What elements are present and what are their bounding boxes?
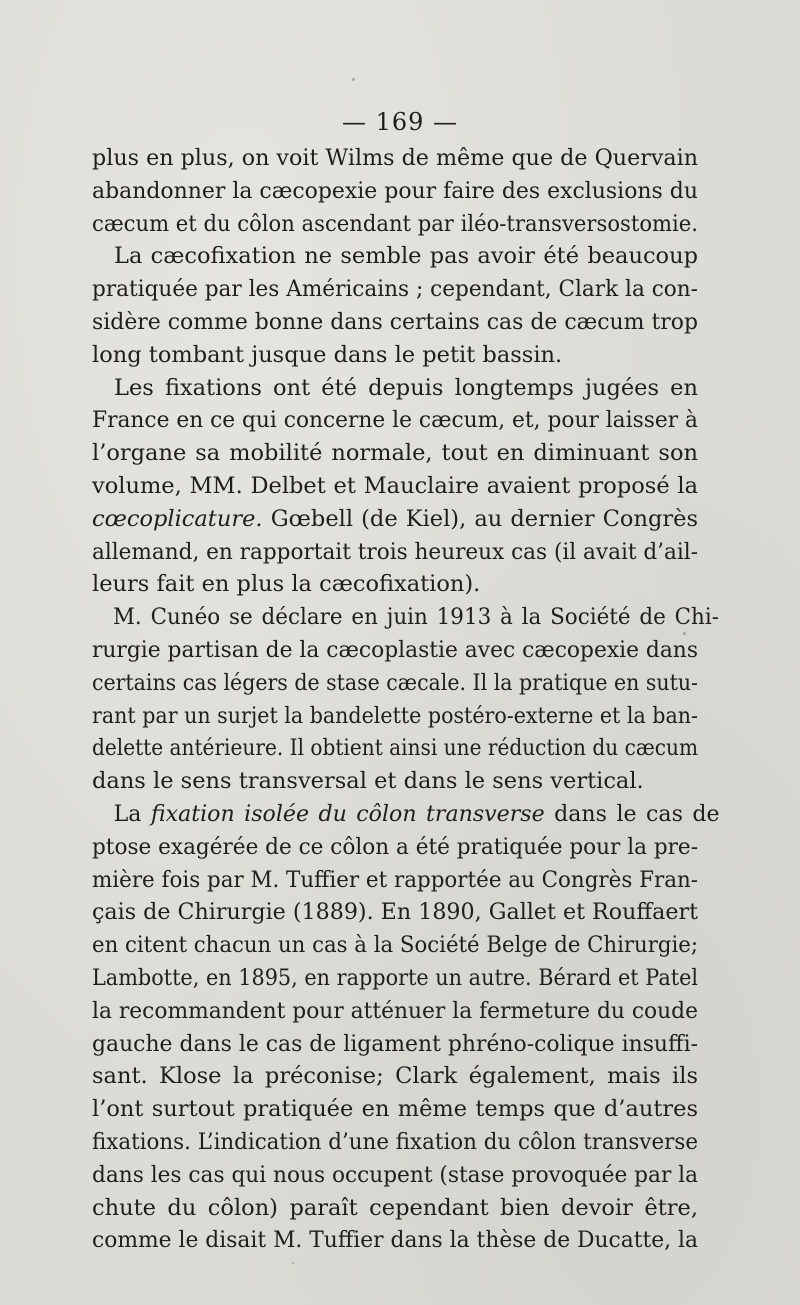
text-line bbox=[92, 1224, 698, 1257]
body-text bbox=[92, 142, 720, 1257]
text-run: certains cas légers de stase cæcale. Il la pratique en sutu- bbox=[92, 669, 698, 696]
text-line bbox=[92, 273, 698, 306]
text-run: France en ce qui concerne le cæcum, et, pour laisser à bbox=[92, 407, 698, 434]
text-line bbox=[92, 667, 698, 700]
text-run: en citent chacun un cas à la Société Belge de Chirurgie; bbox=[92, 932, 698, 959]
text-run: plus en plus, on voit Wilms de même que de Quervain bbox=[92, 145, 699, 171]
text-run: çais de Chirurgie (1889). En 1890, Gallet et Rouffaert bbox=[92, 899, 699, 926]
text-run: volume, MM. Delbet et Mauclaire avaient proposé la bbox=[92, 472, 698, 499]
text-line bbox=[92, 896, 698, 929]
text-run: l’organe sa mobilité normale, tout en diminuant son bbox=[92, 440, 698, 467]
text-line bbox=[92, 1159, 698, 1192]
text-line bbox=[92, 995, 698, 1028]
text-line bbox=[92, 240, 698, 273]
text-run: dans le cas de bbox=[544, 800, 720, 827]
text-line bbox=[92, 142, 698, 175]
text-run: comme le disait M. Tuffier dans la thèse de Ducatte, la bbox=[92, 1227, 698, 1254]
text-line bbox=[92, 208, 698, 241]
italic-text: fixation isolée du côlon transverse bbox=[150, 800, 545, 827]
text-line bbox=[92, 929, 698, 962]
text-run: sant. Klose la préconise; Clark également, mais ils bbox=[92, 1063, 698, 1090]
text-run: long tombant jusque dans le petit bassin. bbox=[92, 341, 563, 368]
text-run: delette antérieure. Il obtient ainsi une réduction du cæcum bbox=[92, 735, 699, 762]
page-number: — 169 — bbox=[341, 108, 459, 136]
text-run: Lambotte, en 1895, en rapporte un autre. Bérard et Patel bbox=[92, 964, 699, 991]
text-line bbox=[92, 831, 698, 864]
text-run: Les fixations ont été depuis longtemps jugées en bbox=[114, 374, 698, 401]
text-run: rurgie partisan de la cæcoplastie avec cæcopexie dans bbox=[92, 636, 699, 663]
text-line bbox=[92, 339, 698, 372]
text-line bbox=[92, 601, 719, 634]
text-run: cæcum et du côlon ascendant par iléo-transversostomie. bbox=[92, 210, 699, 237]
text-run: ptose exagérée de ce côlon a été pratiquée pour la pre- bbox=[92, 833, 698, 860]
text-line bbox=[92, 470, 698, 503]
text-run: leurs fait en plus la cæcofixation). bbox=[92, 571, 481, 598]
text-line bbox=[92, 404, 698, 437]
text-run: fixations. L’indication d’une fixation du côlon transverse bbox=[92, 1128, 698, 1155]
text-line bbox=[92, 536, 698, 569]
paper-speck bbox=[292, 1262, 294, 1264]
text-run: La cæcofixation ne semble pas avoir été beaucoup bbox=[114, 243, 698, 270]
text-run: M. Cunéo se déclare en juin 1913 à la Société de Chi- bbox=[112, 604, 719, 631]
text-line bbox=[92, 1126, 698, 1159]
text-run: Gœbell (de Kiel), au dernier Congrès bbox=[262, 505, 698, 532]
text-run: rant par un surjet la bandelette postéro-externe et la ban- bbox=[92, 702, 699, 729]
text-run: pratiquée par les Américains ; cependant, Clark la con- bbox=[92, 276, 698, 303]
text-run: La bbox=[113, 800, 151, 827]
text-run: sidère comme bonne dans certains cas de cæcum trop bbox=[92, 308, 699, 335]
italic-text: cœcoplicature. bbox=[92, 505, 263, 532]
text-run: la recommandent pour atténuer la fermeture du coude bbox=[92, 997, 699, 1024]
text-run: gauche dans le cas de ligament phréno-colique insuffi- bbox=[92, 1030, 698, 1057]
text-line bbox=[92, 372, 698, 405]
text-line bbox=[92, 503, 698, 536]
text-line bbox=[92, 437, 698, 470]
paper-speck bbox=[352, 78, 355, 81]
text-run: mière fois par M. Tuffier et rapportée au Congrès Fran- bbox=[92, 866, 699, 893]
text-line bbox=[92, 1192, 698, 1225]
text-line bbox=[92, 962, 698, 995]
text-line bbox=[92, 798, 720, 831]
text-line bbox=[92, 306, 698, 339]
text-line bbox=[92, 568, 698, 601]
text-line bbox=[92, 1028, 698, 1061]
text-line bbox=[92, 765, 698, 798]
text-run: abandonner la cæcopexie pour faire des exclusions du bbox=[92, 177, 698, 204]
text-line bbox=[92, 634, 698, 667]
text-run: dans le sens transversal et dans le sens vertical. bbox=[92, 768, 644, 795]
text-run: l’ont surtout pratiquée en même temps que d’autres bbox=[92, 1096, 698, 1123]
text-line bbox=[92, 1060, 698, 1093]
text-line bbox=[92, 864, 698, 897]
text-run: allemand, en rapportait trois heureux cas (il avait d’ail- bbox=[92, 538, 698, 565]
text-line bbox=[92, 700, 698, 733]
text-run: chute du côlon) paraît cependant bien devoir être, bbox=[92, 1194, 698, 1221]
text-line bbox=[92, 732, 698, 765]
text-line bbox=[92, 1093, 698, 1126]
text-run: dans les cas qui nous occupent (stase provoquée par la bbox=[92, 1161, 699, 1188]
text-line bbox=[92, 175, 698, 208]
